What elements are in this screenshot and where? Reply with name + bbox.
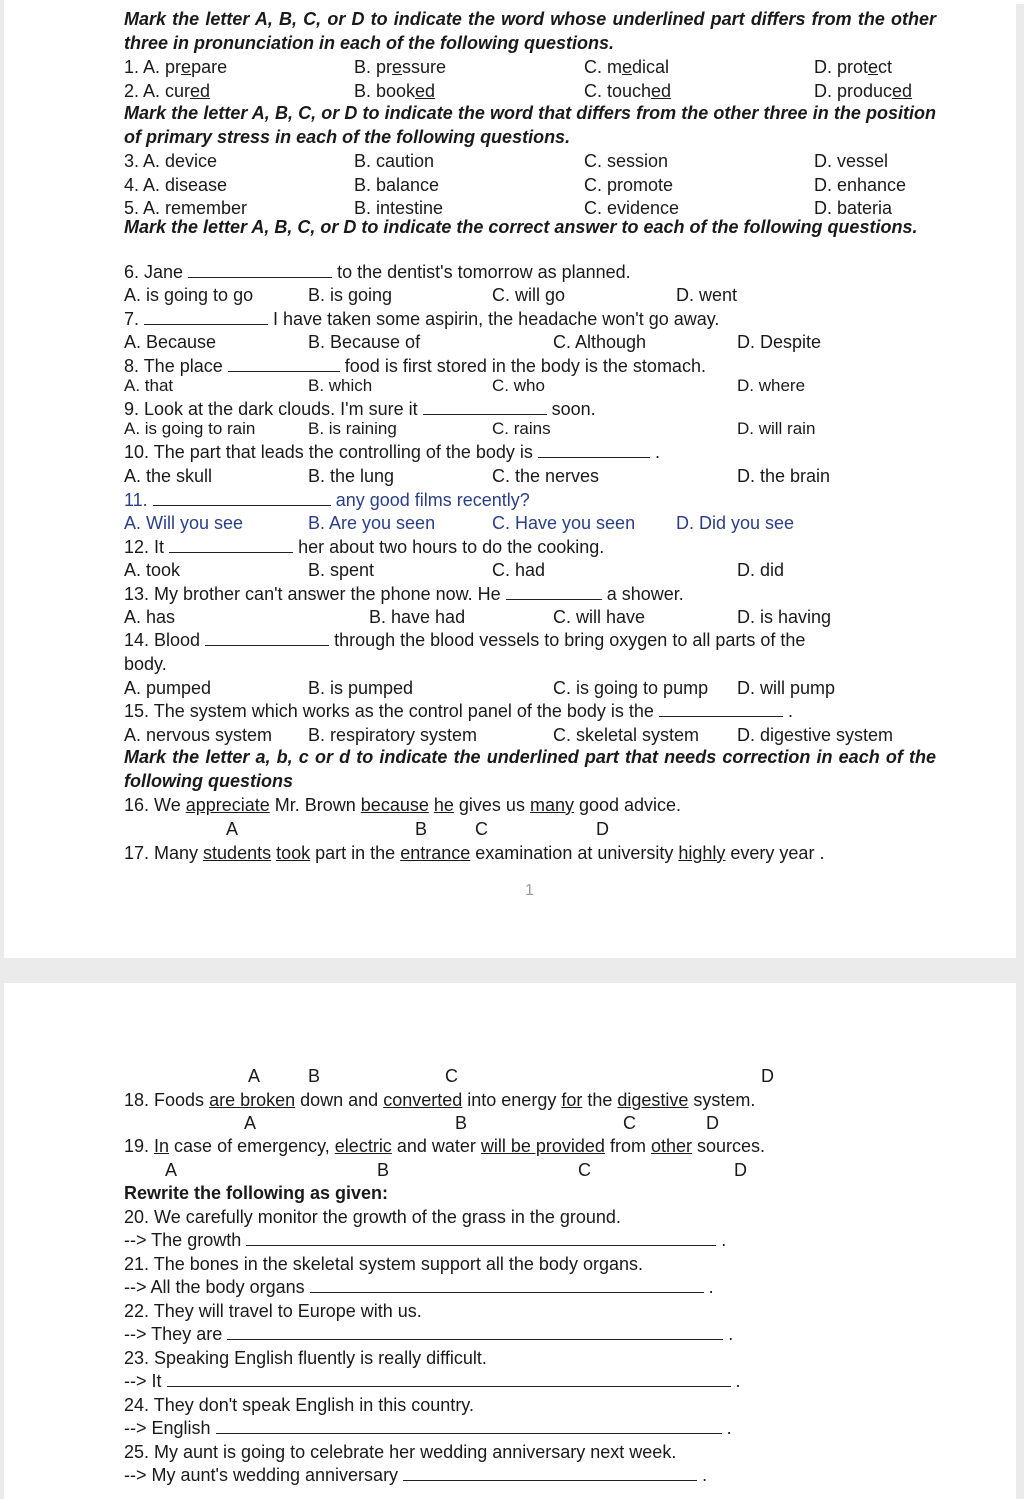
rewrite-23: --> It . — [124, 1371, 741, 1391]
q17-label-b: B — [308, 1066, 321, 1086]
q15-blank[interactable] — [659, 702, 783, 717]
q6-option-c[interactable]: C. will go — [492, 285, 566, 305]
question-7-stem: 7. I have taken some aspirin, the headache won't go away. — [124, 309, 720, 329]
q1-option-a[interactable]: A. prepare — [143, 57, 228, 77]
q14-blank[interactable] — [205, 631, 329, 646]
q9-option-c[interactable]: C. rains — [492, 419, 551, 438]
rewrite-22: --> They are . — [124, 1324, 734, 1344]
q15-option-c[interactable]: C. skeletal system — [553, 725, 700, 745]
q16-label-d: D — [596, 819, 609, 839]
q19-part-d[interactable]: other — [650, 1136, 692, 1156]
q8-option-b[interactable]: B. which — [308, 376, 373, 395]
question-21: 21. The bones in the skeletal system support all the body organs. — [124, 1254, 643, 1274]
q7-blank[interactable] — [144, 310, 268, 325]
q1-option-b[interactable]: B. pressure — [354, 57, 447, 77]
q4-option-d[interactable]: D. enhance — [814, 175, 907, 195]
q18-label-a: A — [244, 1113, 257, 1133]
q1-num: 1. — [124, 57, 140, 77]
q18-part-b[interactable]: converted — [383, 1090, 463, 1110]
section3-heading: Mark the letter A, B, C, or D to indicate the correct answer to each of the following questions. — [124, 217, 918, 237]
q11-option-b[interactable]: B. Are you seen — [308, 513, 436, 533]
question-10-stem: 10. The part that leads the controlling of the body is . — [124, 442, 660, 462]
q1-option-c[interactable]: C. medical — [584, 57, 670, 77]
q13-option-c[interactable]: C. will have — [553, 607, 646, 627]
q8-option-a[interactable]: A. that — [124, 376, 174, 395]
q13-blank[interactable] — [506, 585, 602, 600]
page-number: 1 — [525, 882, 534, 899]
q13-option-d[interactable]: D. is having — [737, 607, 832, 627]
rewrite-20-blank[interactable] — [246, 1231, 716, 1246]
question-16: 16. We appreciate Mr. Brown because he gives us many good advice. — [124, 795, 682, 815]
q8-option-d[interactable]: D. where — [737, 376, 806, 395]
q17-part-d[interactable]: highly — [678, 843, 726, 863]
q4-option-b[interactable]: B. balance — [354, 175, 440, 195]
q5-option-a[interactable]: 5. A. remember — [124, 198, 248, 218]
q2-option-c[interactable]: C. touched — [584, 81, 672, 101]
q16-label-c: C — [475, 819, 488, 839]
q2-option-a[interactable]: A. cured — [143, 81, 211, 101]
q16-label-b: B — [415, 819, 428, 839]
q14-option-c[interactable]: C. is going to pump — [553, 678, 709, 698]
question-19: 19. In case of emergency, electric and water will be provided from other sources. — [124, 1136, 766, 1156]
q9-option-b[interactable]: B. is raining — [308, 419, 397, 438]
q7-option-a[interactable]: A. Because — [124, 332, 217, 352]
q15-option-d[interactable]: D. digestive system — [737, 725, 894, 745]
q2-option-d[interactable]: D. produced — [814, 81, 913, 101]
q16-part-c[interactable]: he — [433, 795, 454, 815]
q12-option-d[interactable]: D. did — [737, 560, 785, 580]
question-17: 17. Many students took part in the entrance examination at university highly every year . — [124, 843, 825, 863]
q10-blank[interactable] — [538, 443, 650, 458]
q14-option-b[interactable]: B. is pumped — [308, 678, 414, 698]
q4-option-c[interactable]: C. promote — [584, 175, 674, 195]
q3-option-a[interactable]: 3. A. device — [124, 151, 218, 171]
rewrite-25: --> My aunt's wedding anniversary . — [124, 1465, 708, 1485]
q19-part-a[interactable]: In — [154, 1136, 170, 1156]
q11-option-a[interactable]: A. Will you see — [124, 513, 244, 533]
q3-option-d[interactable]: D. vessel — [814, 151, 889, 171]
q8-option-c[interactable]: C. who — [492, 376, 545, 395]
q17-part-c[interactable]: entrance — [400, 843, 471, 863]
q19-part-b[interactable]: electric — [334, 1136, 392, 1156]
question-24: 24. They don't speak English in this country. — [124, 1395, 474, 1415]
question-18: 18. Foods are broken down and converted into energy for the digestive system. — [124, 1090, 756, 1110]
section4-heading: Mark the letter a, b, c or d to indicate the underlined part that needs correction in each of the following questions — [124, 747, 936, 791]
question-14-stem-cont: body. — [124, 654, 167, 674]
q12-option-a[interactable]: A. took — [124, 560, 181, 580]
q6-option-a[interactable]: A. is going to go — [124, 285, 254, 305]
q17-part-a[interactable]: students — [203, 843, 272, 863]
question-15-stem: 15. The system which works as the control panel of the body is the . — [124, 701, 793, 721]
q7-option-b[interactable]: B. Because of — [308, 332, 421, 352]
question-20: 20. We carefully monitor the growth of the grass in the ground. — [124, 1207, 621, 1227]
q6-option-b[interactable]: B. is going — [308, 285, 393, 305]
q13-option-b[interactable]: B. have had — [369, 607, 466, 627]
q2-option-b[interactable]: B. booked — [354, 81, 436, 101]
q18-part-d[interactable]: digestive — [617, 1090, 689, 1110]
question-14-stem: 14. Blood through the blood vessels to bring oxygen to all parts of the — [124, 630, 806, 650]
q15-option-b[interactable]: B. respiratory system — [308, 725, 478, 745]
rewrite-20: --> The growth . — [124, 1230, 727, 1250]
q17-label-a: A — [248, 1066, 261, 1086]
q14-option-d[interactable]: D. will pump — [737, 678, 836, 698]
q18-part-c[interactable]: for — [561, 1090, 583, 1110]
rewrite-21: --> All the body organs . — [124, 1277, 714, 1297]
q19-label-c: C — [578, 1160, 591, 1180]
q19-label-b: B — [377, 1160, 390, 1180]
q6-option-d[interactable]: D. went — [676, 285, 738, 305]
rewrite-24: --> English . — [124, 1418, 732, 1438]
q2-num: 2. — [124, 81, 140, 101]
q19-part-c[interactable]: will be provided — [480, 1136, 605, 1156]
q6-blank[interactable] — [188, 263, 332, 278]
rewrite-24-blank[interactable] — [216, 1419, 722, 1434]
q7-option-c[interactable]: C. Although — [553, 332, 647, 352]
question-9-stem: 9. Look at the dark clouds. I'm sure it soon. — [124, 399, 596, 419]
q18-label-d: D — [706, 1113, 719, 1133]
question-11-stem: 11. any good films recently? — [124, 490, 530, 510]
q1-option-d[interactable]: D. protect — [814, 57, 893, 77]
rewrite-21-blank[interactable] — [310, 1278, 704, 1293]
q4-option-a[interactable]: 4. A. disease — [124, 175, 228, 195]
question-6-stem: 6. Jane to the dentist's tomorrow as planned. — [124, 262, 631, 282]
q13-option-a[interactable]: A. has — [124, 607, 176, 627]
q5-option-c[interactable]: C. evidence — [584, 198, 680, 218]
q9-option-a[interactable]: A. is going to rain — [124, 419, 256, 438]
question-23: 23. Speaking English fluently is really difficult. — [124, 1348, 487, 1368]
q16-label-a: A — [226, 819, 239, 839]
q11-option-c[interactable]: C. Have you seen — [492, 513, 636, 533]
q16-part-b[interactable]: because — [360, 795, 429, 815]
q8-blank[interactable] — [228, 357, 340, 372]
q18-part-a[interactable]: are broken — [209, 1090, 296, 1110]
q14-option-a[interactable]: A. pumped — [124, 678, 212, 698]
q17-label-d: D — [761, 1066, 774, 1086]
q19-label-d: D — [734, 1160, 747, 1180]
question-25: 25. My aunt is going to celebrate her wedding anniversary next week. — [124, 1442, 677, 1462]
question-8-stem: 8. The place food is first stored in the body is the stomach. — [124, 356, 706, 376]
q16-part-a[interactable]: appreciate — [185, 795, 270, 815]
rewrite-23-blank[interactable] — [167, 1372, 731, 1387]
q3-option-b[interactable]: B. caution — [354, 151, 435, 171]
q12-option-b[interactable]: B. spent — [308, 560, 375, 580]
q17-part-b[interactable]: took — [276, 843, 311, 863]
question-22: 22. They will travel to Europe with us. — [124, 1301, 422, 1321]
q10-option-a[interactable]: A. the skull — [124, 466, 213, 486]
q16-part-d[interactable]: many — [529, 795, 574, 815]
q5-option-b[interactable]: B. intestine — [354, 198, 444, 218]
section1-heading: Mark the letter A, B, C, or D to indicate the word whose underlined part differs from the other three in pronunciation in each of the following questions. — [124, 9, 936, 53]
q10-option-c[interactable]: C. the nerves — [492, 466, 600, 486]
q11-blank[interactable] — [153, 491, 331, 506]
section2-heading: Mark the letter A, B, C, or D to indicate the word that differs from the other three in the position of primary stress in each of the following questions. — [124, 103, 936, 147]
q5-option-d[interactable]: D. bateria — [814, 198, 893, 218]
q11-option-d[interactable]: D. Did you see — [676, 513, 795, 533]
q18-label-b: B — [455, 1113, 468, 1133]
q10-option-d[interactable]: D. the brain — [737, 466, 831, 486]
section5-heading: Rewrite the following as given: — [124, 1183, 389, 1203]
q12-blank[interactable] — [169, 538, 293, 553]
q9-blank[interactable] — [423, 400, 547, 415]
question-13-stem: 13. My brother can't answer the phone now. He a shower. — [124, 584, 684, 604]
question-12-stem: 12. It her about two hours to do the cooking. — [124, 537, 605, 557]
rewrite-22-blank[interactable] — [227, 1325, 723, 1340]
rewrite-25-blank[interactable] — [403, 1466, 697, 1481]
q19-label-a: A — [165, 1160, 178, 1180]
q12-option-c[interactable]: C. had — [492, 560, 546, 580]
q7-option-d[interactable]: D. Despite — [737, 332, 822, 352]
cropped-header — [4, 0, 1024, 4]
q17-label-c: C — [445, 1066, 458, 1086]
q18-label-c: C — [623, 1113, 636, 1133]
q10-option-b[interactable]: B. the lung — [308, 466, 395, 486]
q15-option-a[interactable]: A. nervous system — [124, 725, 273, 745]
q9-option-d[interactable]: D. will rain — [737, 419, 816, 438]
q3-option-c[interactable]: C. session — [584, 151, 669, 171]
